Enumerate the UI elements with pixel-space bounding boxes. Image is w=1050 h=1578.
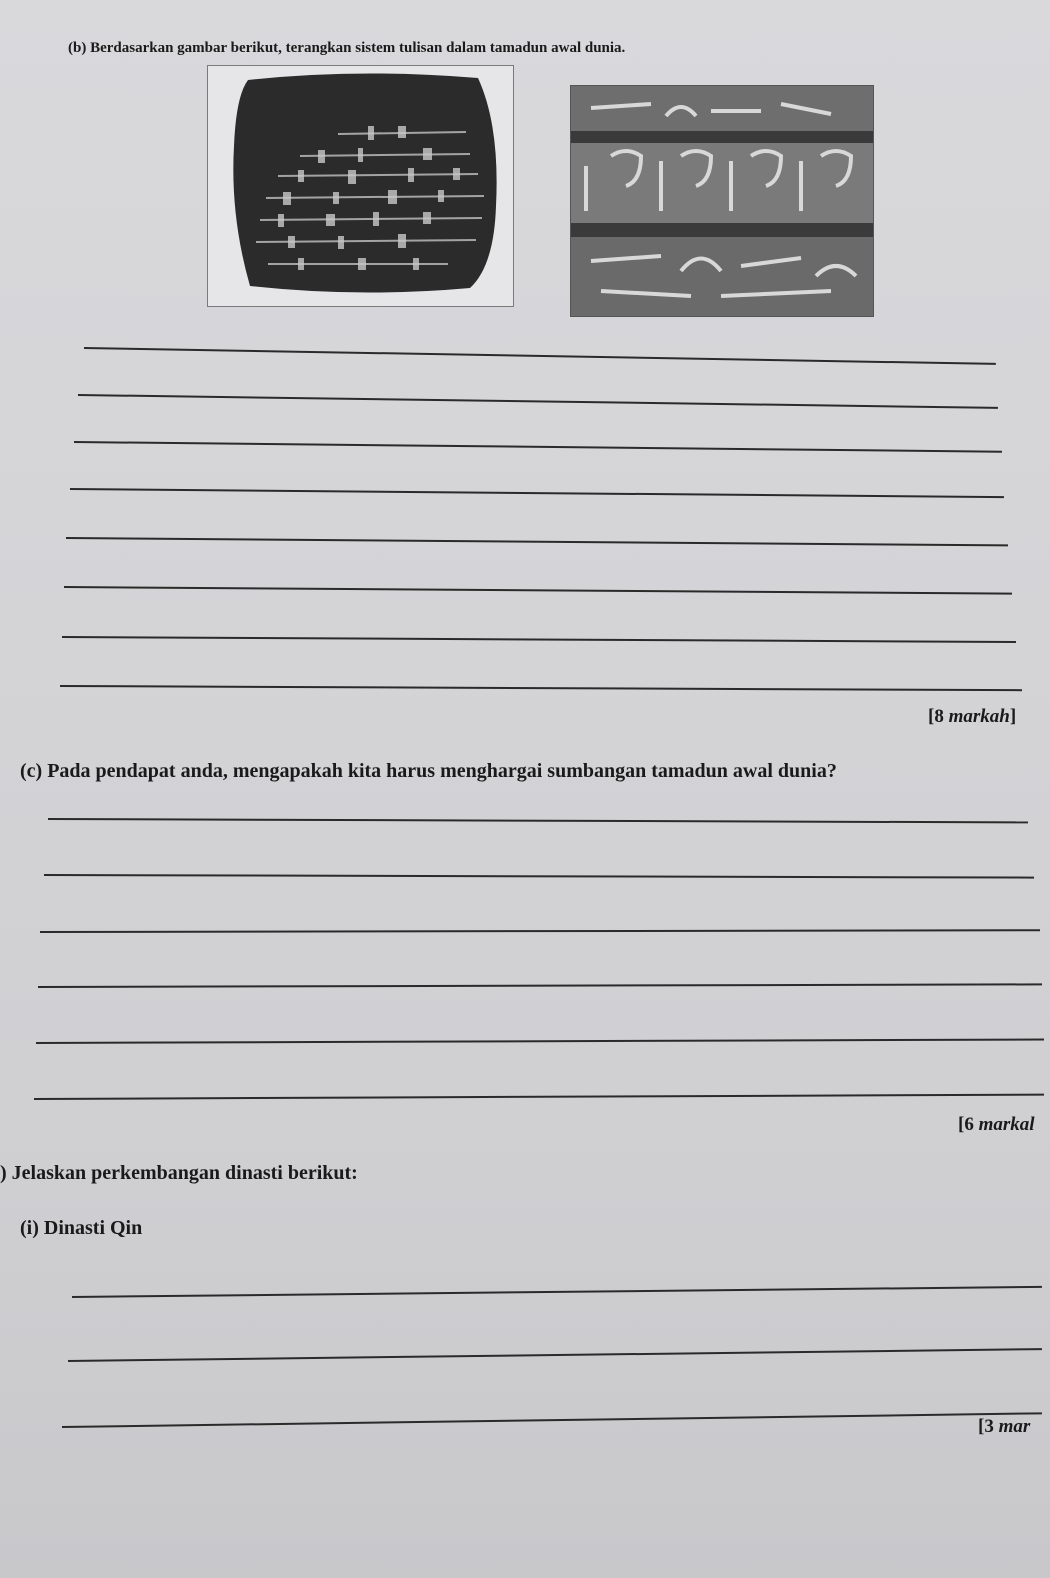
answer-line[interactable] xyxy=(78,394,998,409)
answer-line[interactable] xyxy=(60,685,1022,691)
question-c-prompt: (c) Pada pendapat anda, mengapakah kita harus menghargai sumbangan tamadun awal dunia? xyxy=(20,760,837,782)
answer-line[interactable] xyxy=(34,1094,1044,1100)
answer-line[interactable] xyxy=(66,537,1008,546)
question-d-sub-i: (i) Dinasti Qin xyxy=(20,1217,143,1239)
question-b-marks: [8 markah] xyxy=(928,706,1017,727)
answer-line[interactable] xyxy=(62,636,1016,643)
question-d-marks: [3 mar xyxy=(978,1416,1031,1437)
answer-line[interactable] xyxy=(44,874,1034,879)
answer-line[interactable] xyxy=(74,441,1002,453)
answer-line[interactable] xyxy=(62,1412,1042,1428)
answer-line[interactable] xyxy=(68,1348,1042,1362)
question-c-marks: [6 markal xyxy=(958,1114,1035,1135)
question-d-prompt: ) Jelaskan perkembangan dinasti berikut: xyxy=(0,1162,358,1184)
hieroglyph-relief-photo-icon xyxy=(570,85,874,317)
answer-line[interactable] xyxy=(84,347,996,365)
tablet-photo-icon xyxy=(207,65,514,307)
answer-line[interactable] xyxy=(40,929,1040,933)
answer-line[interactable] xyxy=(48,818,1028,823)
answer-line[interactable] xyxy=(72,1286,1042,1298)
answer-line[interactable] xyxy=(64,586,1012,595)
question-b-prompt: (b) Berdasarkan gambar berikut, terangkan sistem tulisan dalam tamadun awal dunia. xyxy=(68,40,626,56)
answer-line[interactable] xyxy=(38,983,1042,988)
answer-line[interactable] xyxy=(36,1038,1044,1044)
answer-line[interactable] xyxy=(70,488,1004,498)
